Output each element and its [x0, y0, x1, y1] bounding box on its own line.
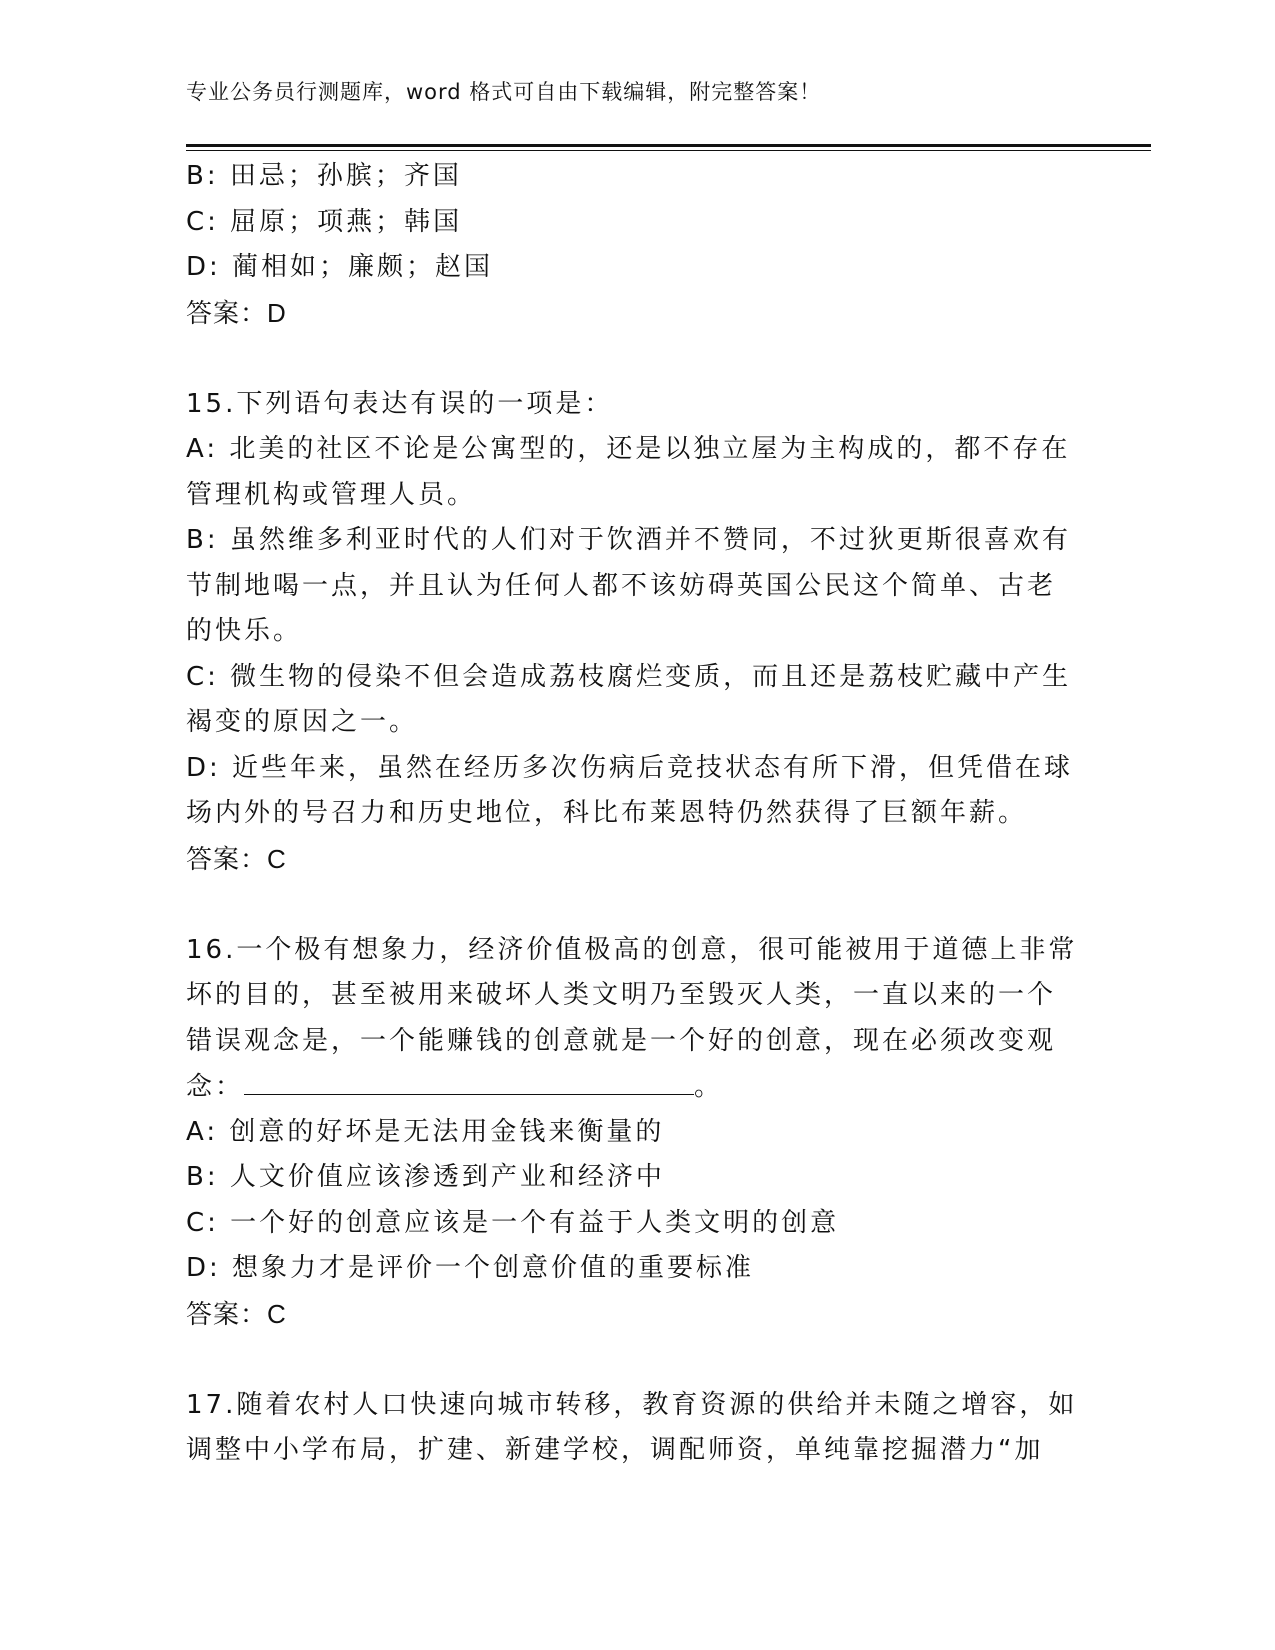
q17-stem-line1: 17.随着农村人口快速向城市转移，教育资源的供给并未随之增容，如	[186, 1389, 1078, 1420]
q15-option-c-line2: 褐变的原因之一。	[186, 707, 419, 737]
q16-option-a: A: 创意的好坏是无法用金钱来衡量的	[186, 1116, 665, 1147]
q16-answer: 答案：C	[186, 1298, 287, 1329]
q15-option-d-line1: D: 近些年来，虽然在经历多次伤病后竞技状态有所下滑，但凭借在球	[186, 752, 1074, 783]
q14-option-d: D: 蔺相如；廉颇；赵国	[186, 252, 494, 282]
q15-stem: 15.下列语句表达有误的一项是：	[186, 388, 614, 419]
spacer	[186, 1337, 1086, 1383]
q16-option-b: B: 人文价值应该渗透到产业和经济中	[186, 1162, 665, 1192]
q15-answer: 答案：C	[186, 843, 287, 874]
q14-option-c: C: 屈原；项燕；韩国	[186, 206, 463, 237]
q15-option-b-line2: 节制地喝一点，并且认为任何人都不该妨碍英国公民这个简单、古老	[186, 570, 1057, 601]
q15-option-a-line1: A: 北美的社区不论是公寓型的，还是以独立屋为主构成的，都不存在	[186, 434, 1071, 464]
spacer	[186, 336, 1086, 382]
q16-stem-line4	[186, 1064, 1086, 1110]
q16-option-d: D: 想象力才是评价一个创意价值的重要标准	[186, 1253, 755, 1283]
spacer	[186, 882, 1086, 928]
q16-stem-prefix: 念：	[186, 1072, 245, 1102]
q15-option-d-line2: 场内外的号召力和历史地位，科比布莱恩特仍然获得了巨额年薪。	[186, 798, 1028, 828]
q16-option-c: C: 一个好的创意应该是一个有益于人类文明的创意	[186, 1207, 840, 1238]
header-rule-thin	[186, 150, 1151, 151]
q15-option-c-line1: C: 微生物的侵染不但会造成荔枝腐烂变质，而且还是荔枝贮藏中产生	[186, 661, 1072, 692]
q17-stem-line2: 调整中小学布局，扩建、新建学校，调配师资，单纯靠挖掘潜力“加	[186, 1435, 1044, 1465]
fill-in-blank	[244, 1064, 694, 1095]
q14-answer: 答案：D	[186, 297, 287, 328]
q15-option-b-line1: B: 虽然维多利亚时代的人们对于饮酒并不赞同，不过狄更斯很喜欢有	[186, 525, 1071, 555]
q15-option-b-line3: 的快乐。	[186, 616, 303, 646]
question-content	[186, 154, 1086, 1474]
q15-option-a-line2: 管理机构或管理人员。	[186, 479, 477, 510]
page-header: 专业公务员行测题库，word 格式可自由下载编辑，附完整答案！	[186, 80, 822, 104]
q16-stem-line3: 错误观念是，一个能赚钱的创意就是一个好的创意，现在必须改变观	[186, 1025, 1057, 1056]
q16-stem-line2: 坏的目的，甚至被用来破坏人类文明乃至毁灭人类，一直以来的一个	[186, 980, 1057, 1010]
q16-stem-line1: 16.一个极有想象力，经济价值极高的创意，很可能被用于道德上非常	[186, 934, 1078, 965]
header-rule-thick	[186, 144, 1151, 147]
q14-option-b: B: 田忌；孙膑；齐国	[186, 161, 462, 191]
q16-stem-suffix: 。	[694, 1072, 724, 1102]
